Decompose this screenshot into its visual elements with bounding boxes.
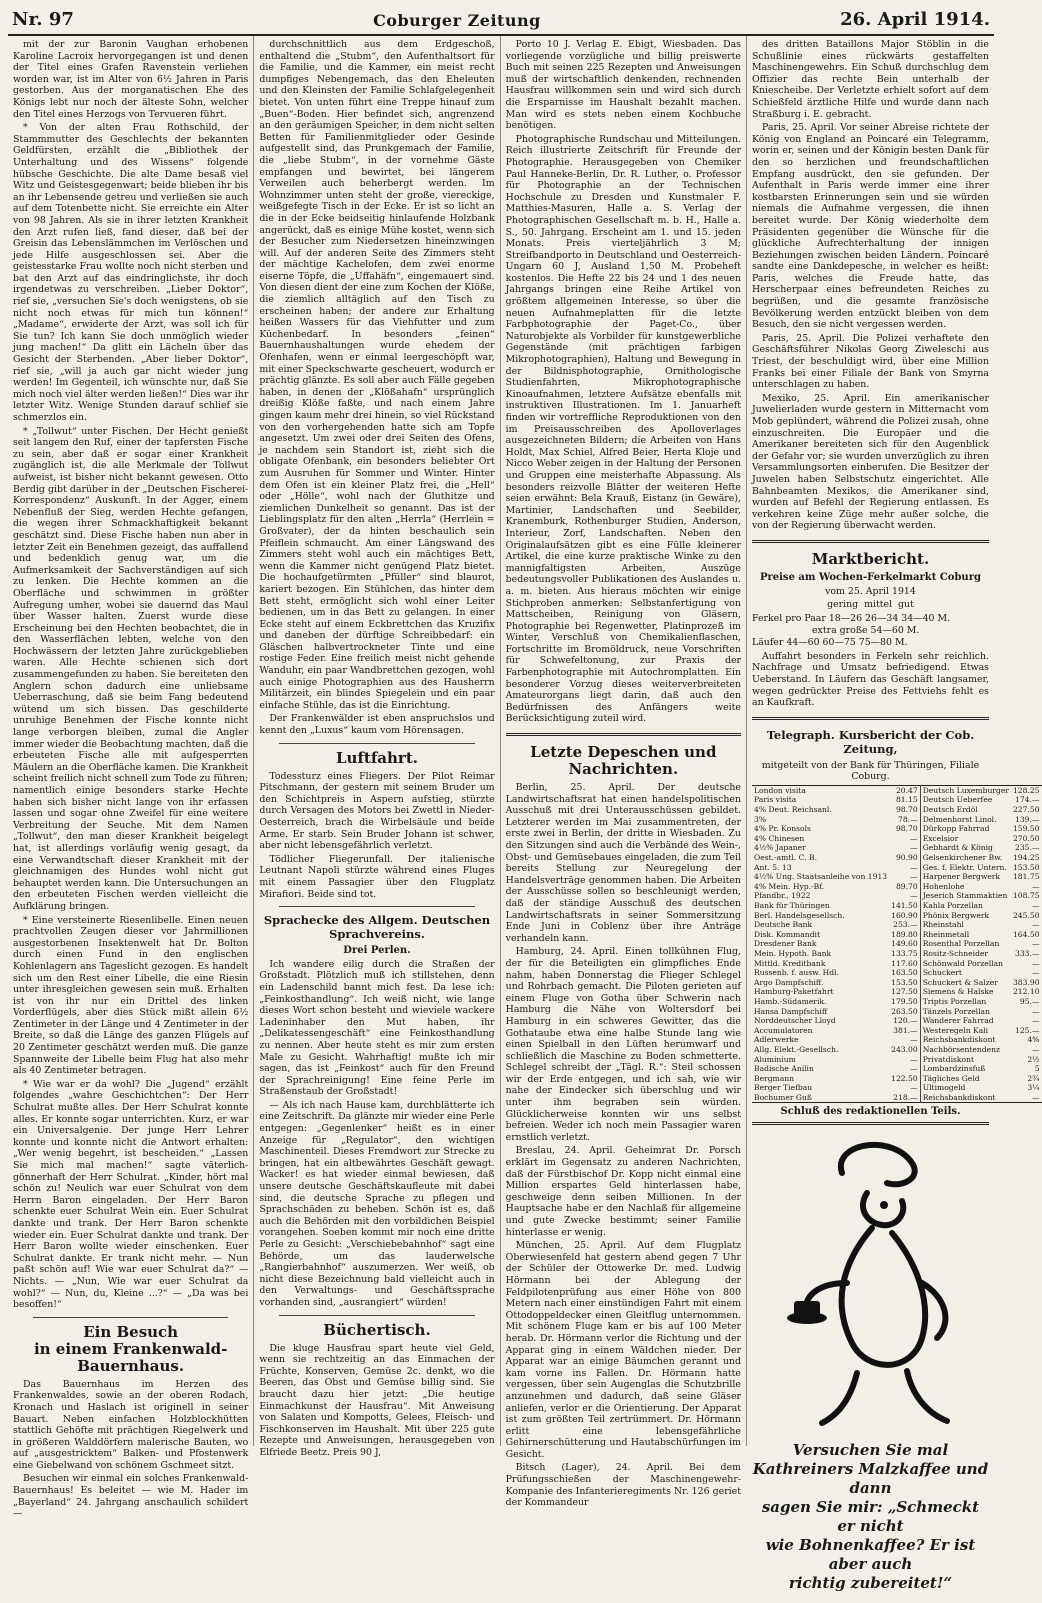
divider [279, 906, 474, 907]
stock-value: 218.— [889, 1093, 920, 1103]
stock-row [752, 939, 1042, 949]
stock-row [752, 805, 1042, 815]
stock-row [752, 1055, 1042, 1065]
stock-value: 98.70 [889, 824, 920, 834]
article-paragraph: Besuchen wir einmal ein solches Frankenwald-Bauernhaus! Es beleitet — wie M. Hader im „Bayerland“ 24. Jahrgang anschaulich schildert — [13, 1473, 249, 1520]
columns [8, 36, 1040, 1593]
section-heading-buechertisch: Büchertisch. [323, 1320, 431, 1339]
stock-value: 89.70 [889, 882, 920, 892]
stock-value: 98.70 [889, 805, 920, 815]
stock-value: 179.50 [889, 997, 920, 1007]
stock-row [752, 1026, 1042, 1036]
stock-row [752, 843, 1042, 853]
market-note: Auffahrt besonders in Ferkeln sehr reichlich. Nachfrage und Umsatz befriedigend. Etwas Ueberstand. In Läufern das Geschäft langsamer, wegen gedrückter Preise des Fettviehs fehlt es an Kaufkraft. [751, 650, 989, 709]
stock-name: Hamburg-Paketfahrt [753, 987, 834, 997]
stock-name: Hansa Dampfschiff [753, 1006, 828, 1016]
issue-date: 26. April 1914. [840, 9, 990, 30]
stock-row [752, 1074, 1042, 1084]
stock-name: Berl. Handelsgesellsch. [753, 910, 845, 920]
section-heading-depeschen: Letzte Depeschen und Nachrichten. [530, 743, 717, 779]
section-heading-sprachecke: Sprachecke des Allgem. Deutschen Sprachvereins. [263, 913, 491, 942]
stock-name: Dürkopp Fahrrad [922, 824, 990, 834]
stock-row [752, 911, 1042, 921]
stock-value: 108.75 [1012, 891, 1040, 901]
stock-name: 3% [753, 814, 767, 824]
stock-name: Deutsche Bank [753, 920, 813, 930]
market-title-text: Preise am Wochen-Ferkelmarkt Coburg [759, 571, 981, 583]
stock-row [752, 834, 1042, 844]
stock-value: — [889, 843, 920, 853]
stock-name: Deutsch Erdöl [922, 805, 978, 815]
end-of-editorial-text: Schluß des redaktionellen Teils. [780, 1106, 961, 1118]
stock-value: 245.50 [1012, 910, 1040, 920]
stock-name: Hohenlohe [922, 881, 965, 891]
stock-name: Bank für Thüringen [753, 901, 830, 910]
stock-row [752, 987, 1042, 997]
stock-value: — [889, 1035, 920, 1045]
stock-value: — [1031, 920, 1040, 930]
divider [279, 1315, 474, 1316]
stock-value: 163.50 [889, 968, 920, 978]
stock-name: Russenb. f. ausw. Hdl. [753, 968, 839, 978]
stock-name: Nachbörsentendenz [922, 1044, 1001, 1054]
stock-name: 4% Mein. Hyp.-Bf. [753, 881, 825, 891]
article-paragraph: Bitsch (Lager), 24. April. Bei dem Prüfungsschießen der Maschinengewehr-Kompanie des Infanterieregiments Nr. 126 geriet der Kommandeur [505, 1462, 741, 1509]
ad-line: Kathreiners Malzkaffee und dann [752, 1460, 989, 1498]
stock-value: 5 [1034, 1064, 1040, 1074]
stock-name: Argo Dampfschiff. [753, 977, 824, 987]
stock-name: Rosenthal Porzellan [922, 939, 1000, 949]
stock-name: Westeregeln Kali [922, 1025, 989, 1035]
stock-name: Oest.-amtl. C. B. [753, 853, 818, 863]
stock-name: Gebhardt & König [922, 843, 993, 853]
stock-value: 90.90 [889, 853, 920, 863]
stock-name: Schuckert [922, 968, 962, 978]
article-paragraph: Todessturz eines Fliegers. Der Pilot Reimar Pitschmann, der gestern mit seinem Bruder um den Schichtpreis in Aspern aufstieg, stürzte durch Versagen des Motors bei Zwettl in Nieder-Oesterreich, brach die Wirbelsäule und beide Arme. Er starb. Sein Bruder Johann ist schwer, aber nicht lebensgefährlich verletzt. [259, 770, 495, 852]
stock-name: Disk. Kommandit [753, 929, 821, 939]
stock-name: Ant. 5. 13 [753, 862, 792, 872]
stock-row [752, 920, 1042, 930]
stock-row [752, 872, 1042, 882]
stock-row [752, 968, 1042, 978]
stock-row [752, 785, 1042, 795]
kathreiner-advertisement [752, 1133, 989, 1603]
market-date: vom 25. April 1914 [825, 585, 916, 597]
divider [752, 540, 989, 543]
stock-value: 153.50 [889, 978, 920, 988]
stock-name: Allg. Elekt.-Gesellsch. [753, 1044, 839, 1054]
subheading-text: Drei Perlen. [343, 945, 411, 957]
stock-row [752, 1035, 1042, 1045]
stock-value: — [889, 891, 920, 901]
stock-name: Deutsch Luxemburger [922, 785, 1009, 795]
stock-name: Hamb.-Südamerik. [753, 996, 827, 1006]
stock-value: 2¾ [1027, 1073, 1040, 1083]
article-paragraph: Die kluge Hausfrau spart heute viel Geld, wenn sie rechtzeitig an das Einmachen der Früchte, Konserven, Gemüse 2c. denkt, wo die Beeren, das Obst und Gemüse billig sind. Sie braucht dazu hier jetzt: „Die heutige Einmachkunst der Hausfrau“. Mit Anweisung von Salaten und Kompotts, Gelees, Fleisch- und Fischkonserven im Haushalt. Mit über 225 gute Rezepte und Anweisungen, herausgegeben von Elfriede Beetz. Preis 90 J, [259, 1342, 495, 1458]
stock-row [752, 1093, 1042, 1103]
stock-value: 174.— [1015, 795, 1040, 805]
stock-value: 2½ [1027, 1054, 1040, 1064]
section-heading-kursbericht: Telegraph. Kursbericht der Cob. Zeitung, [766, 727, 975, 756]
stock-value: 164.50 [1012, 929, 1040, 939]
stock-name: Dresdener Bank [753, 939, 817, 949]
stock-value: — [889, 834, 920, 844]
section-heading-marktbericht: Marktbericht. [811, 549, 930, 568]
stock-row [752, 997, 1042, 1007]
stock-name: Pfandbr., 1922 [753, 891, 811, 901]
stock-name: Kahla Porzellan [922, 901, 983, 910]
article-paragraph: Berlin, 25. April. Der deutsche Landwirtschaftsrat hat einen handelspolitischen Ausschuß mit drei Unterausschüssen gebildet. Letzterer werden im Mai zusammentreten, der erste zwei in Berlin, der dritte in Wiesbaden. Zu den Sitzungen sind auch die Verbände des Wein-, Obst- und Gemüsebaues eingeladen, die zum Teil bereits Stellung zur Neuregelung der Handelsverträge genommen haben. Die Arbeiten der Ausschüsse sollen so beschleunigt werden, daß der ständige Ausschuß des deutschen Landwirtschaftsrats in seiner Sommersitzung Ende Juni in Coblenz über ihre Anträge verhandeln kann. [505, 782, 741, 944]
article-paragraph: durchschnittlich aus dem Erdgeschoß, enthaltend die „Stubm“, den Aufenthaltsort für die Familie, und die Kammer, ein meist recht dumpfiges Nebengemach, das den Eheleuten und den Kleinsten der Familie Schlafgelegenheit bietet. Von unten führt eine Treppe hinauf zum „Buen“-Boden. Hier befindet sich, angrenzend an den geräumigen Speicher, in dem nicht selten Betten für Familienmitglieder oder Gesinde aufgestellt sind, das Prunkgemach der Familie, die „liebe Stubm“, in der vornehme Gäste empfangen und bewirtet, bei längerem Verweilen auch beherbergt werden. Im Wohnzimmer unten steht der große, viereckige, weißgefegte Tisch in der Ecke. Er ist so licht an die in der Ecke beidseitig hinlaufende Holzbank angerückt, daß es einige Mühe kostet, wenn sich der Besucher zum Niedersetzen hineinzwingen will. Auf der anderen Seite des Zimmers steht der mächtige Kachelofen, dem zwei enorme eiserne Töpfe, die „Uffahäfn“, eingemauert sind. Von diesen dient der eine zum Kochen der Klöße, die ziemlich alltäglich auf den Tisch zu erscheinen haben; der andere zur Erhaltung heißen Wassers für das Viehfutter und zum Küchenbedarf. In besonders „feinen“ Bauernhaushaltungen wurde ehedem der Ofenhafen, wenn er einmal leergeschöpft war, mit einer Speckschwarte gescheuert, wodurch er prächtig glänzte. Es soll aber auch Fälle gegeben haben, in denen der „Klößahafn“ ursprünglich dreißig Klöße faßte, und nach einem Jahre gingen kaum mehr drei hinein, so viel Rückstand von den vorhergehenden hatte sich am Topfe angesetzt. Um zwei oder drei Seiten des Ofens, je nachdem sein Standort ist, zieht sich die obligate Ofenbank, ein besonders beliebter Ort zum Ausruhen für Sommer und Winter. Hinter dem Ofen ist ein kleiner Platz frei, die „Hell“ oder „Hölle“, wohl nach der Gluthitze und ziemlichen Dunkelheit so genannt. Das ist der Lieblingsplatz für den alten „Herrla“ (Herrlein = Großvater), der da hinten beschaulich sein Pfeiflein schmaucht. Am einer Längswand des Zimmers steht wohl auch ein mächtiges Bett, wenn die Kammer nicht genügend Platz bietet. Die hochaufgetürmten „Pfüller“ sind blaurot, kariert bezogen. Ein Stühlchen, das hinter dem Bett steht, ermöglicht sich wohl einer Leiter bedienen, um in das Bett zu gelangen. In einer Ecke steht auf einem Eckbrettchen das Kruzifix und daneben der dürftige Schreibbedarf: ein Gläschen halbvertrockneter Tinte und eine rostige Feder. Eine freilich meist nicht gehende Wanduhr, ein paar Wandbrettchen gezogen, wohl auch einige Photographien aus des Hausherrn Militärzeit, ein blindes Spiegelein und ein paar einfache Stühle, das ist die Einrichtung. [259, 39, 495, 711]
stock-name: Triptis Porzellan [922, 996, 987, 1006]
stock-row [752, 959, 1042, 969]
stock-name: Lombardzinsfuß [922, 1064, 986, 1074]
divider [752, 1122, 989, 1125]
divider [279, 743, 474, 744]
section-heading-luftfahrt: Luftfahrt. [336, 748, 418, 767]
stock-value: 270.50 [1012, 833, 1040, 843]
stock-value: 253.— [889, 920, 920, 930]
market-row: Läufer 44—60 60—75 75—80 M. [751, 636, 908, 648]
stock-value: 3¼ [1027, 1083, 1040, 1093]
article-paragraph: des dritten Bataillons Major Stöblin in die Schußlinie eines rückwärts gestaffelten Maschinengewehrs. Ein Schuß durchschlug dem Offizier das rechte Bein unterhalb der Kniescheibe. Der Verletzte erhielt sofort auf dem Schießfeld ärztliche Hilfe und wurde dann nach Straßburg i. E. gebracht. [751, 39, 989, 120]
stock-row [752, 795, 1042, 805]
stock-value: — [1031, 1016, 1040, 1026]
stock-name: Badische Anilin [753, 1064, 814, 1074]
heading-line: Ein Besuch [83, 1322, 179, 1341]
stock-name: Ges. f. Elektr. Untern. [922, 862, 1007, 872]
stock-name: Accumulatoren [753, 1025, 813, 1035]
stock-value: — [889, 863, 920, 873]
stock-name: Rheinmetall [922, 929, 970, 939]
stock-row [752, 978, 1042, 988]
article-paragraph: Porto 10 J. Verlag E. Ebigt, Wiesbaden. Das vorliegende vorzügliche und billig preiswerte Buch mit seinen 225 Rezepten und Anweisungen muß der wirtschaftlich denkenden, rechnenden Hausfrau willkommen sein und wird sich durch die Ersparnisse im Haushalt bezahlt machen. Man wird es stets neben einem Kochbuche benötigen. [505, 39, 741, 132]
stock-name: Phönix Bergwerk [922, 910, 990, 920]
stock-name: Berger Tiefbau [753, 1083, 813, 1093]
stock-value: 153.50 [1012, 862, 1040, 872]
stock-value: 4% [1027, 1035, 1040, 1045]
article-paragraph: Paris, 25. April. Die Polizei verhaftete den Geschäftsführer Nikolas Georg Ziweleschi aus Triest, der beschuldigt wird, über eine Million Franks bei einer Filiale der Bank von Smyrna unterschlagen zu haben. [751, 332, 989, 391]
stock-name: Tänzels Porzellan [922, 1006, 990, 1016]
advertisement-text [752, 1441, 989, 1593]
stock-value: 128.25 [1012, 785, 1040, 795]
stock-name: Excelsior [922, 833, 959, 843]
column-2 [254, 36, 500, 1458]
article-paragraph: Der Frankenwälder ist eben anspruchslos und kennt den „Luxus“ kaum vom Hörensagen. [259, 713, 495, 737]
stock-value: — [1031, 1044, 1040, 1054]
stock-name: Gelsenkirchener Bw. [922, 853, 1003, 863]
stock-row [752, 1045, 1042, 1055]
stock-row [752, 863, 1042, 873]
stock-name: Privatdiskont [922, 1054, 975, 1064]
stock-row [752, 853, 1042, 863]
stock-value: — [889, 872, 920, 882]
kurs-subtitle: mitgeteilt von der Bank für Thüringen, Filiale Coburg. [761, 759, 980, 783]
market-columns: gering mittel gut [827, 599, 914, 611]
stock-name: Bochumer Guß [753, 1092, 812, 1102]
ad-line: wie Bohnenkaffee? Er ist aber auch [765, 1536, 976, 1574]
article-paragraph: Das Bauernhaus im Herzen des Frankenwaldes, sowie an der oberen Rodach, Kronach und Haslach ist originell in seiner Bauart. Neben einfachen Holzblockhütten stattlich Gehöfte mit prächtigen Riegelwerk und in größeren Walddörfern malerische Bauten, wo auf „ausgestricktem“ Balken- und Pfostenwerk eine Giebelwand von schönem Gschmeet sitzt. [13, 1378, 249, 1471]
stock-name: Delmenhorst Linol. [922, 814, 997, 824]
stock-value: 117.60 [889, 959, 920, 969]
stock-value: 160.90 [889, 911, 920, 921]
stock-table [752, 785, 1042, 1104]
stock-name: Schuckert & Salzer [922, 977, 998, 987]
stock-name: Aluminium [753, 1054, 796, 1064]
stock-name: Adlerwerke [753, 1035, 799, 1045]
stock-name: 4½% Ung. Staatsanleihe von 1913 [753, 872, 888, 882]
market-title [752, 572, 989, 584]
stock-name: 4½% Japaner [753, 843, 806, 853]
divider [33, 1317, 228, 1318]
end-of-editorial [752, 1106, 989, 1118]
stock-value: 139.— [1015, 814, 1040, 824]
stock-value: — [889, 1083, 920, 1093]
subheading [259, 945, 494, 957]
market-row: extra große 54—60 M. [811, 624, 920, 636]
article-paragraph: Photographische Rundschau und Mitteilungen. Reich illustrierte Zeitschrift für Freunde der Photographie. Herausgegeben von Chemiker Paul Hanneke-Berlin, Dr. R. Luther, o. Professor für Photographie an der Technischen Hochschule zu Dresden und Kunstmaler F. Matthies-Masuren, Halle a. S. Verlag der Photographischen Gesellschaft m. b. H., Halle a. S., 50. Jahrgang. Erscheint am 1. und 15. jeden Monats. Preis vierteljährlich 3 M; Streifbandporto in Deutschland und Oesterreich-Ungarn 60 J, Ausland 1,50 M. Probeheft kostenlos. Die Hefte 22 bis 24 und 1 des neuen Jahrgangs bringen eine Reihe Artikel von größtem allgemeinen Interesse, so über die neuen Aufnahmeplatten für die letzte Farbphotographie der Paget-Co., über Naturobjekte als Vorbilder für kunstgewerbliche Gegenstände (mit prächtigen farbigen Mikrophotographien), Haltung und Bewegung in der Bildnisphotographie, Ornithologische Studienfahrten, Mikrophotographische Kinoaufnahmen, letztere Aufsätze ebenfalls mit instruktiven Illustrationen. Im 1. Januarheft finden wir vortreffliche Reproduktionen von den im Preisausschreiben des Apolloverlages ausgezeichneten Bildern; die Arbeiten von Hans Holdt, Max Schiel, Alfred Beier, Herta Kloje und Nicco Weber zeigen in der Haltung der Personen und Gruppen eine meisterhafte Abpassung. Als besonders reizvolle Blätter der weiteren Hefte seien erwähnt: Bela Krauß, Eistanz (in Gewäre), Martinier, Landschaften und Seebilder, Kranemburk, Rothenburger Studien, Anderson, Interieur, Zorf, Landschaften. Neben den Originalaufsätzen gibt es eine Fülle kleinerer Artikel, die eine kurze praktische Winke zu den mannigfaltigsten Arbeiten, Auszüge bedeutungsvoller Publikationen des Auslandes u. a. m. bieten. Aus hieraus möchten wir einige Stichproben anmerken: Selbstanfertigung von Mattscheiben, Reinigung von Gläsern, Photographie bei Regenwetter, Platinprozeß im Winter, Verschluß von Chemikalienflaschen, Fortschritte im Bromöldruck, neue Vorschriften für Schwefeltonung, zur Praxis der Farbenphotographie mit Autochromplatten. Ein besonderer Vorzug dieses weiterverbreiteten Amateurorgans liegt darin, daß auch den Bedürfnissen des Anfängers weite Berücksichtigung zuteil wird. [505, 133, 741, 725]
column-1 [8, 36, 254, 1520]
stock-value: — [889, 1055, 920, 1065]
stock-row [752, 891, 1042, 901]
article-paragraph: * Eine versteinerte Riesenlibelle. Einen neuen prachtvollen Zeugen dieser vor Jahrmillionen ausgestorbenen Insektenwelt hat Dr. Bolton durch einen Fund in den englischen Kohlenlagern ans Tageslicht gezogen. Es handelt sich um den Rest einer Libelle, die eine Riesin unter ihresgleichen gewesen sein muß. Erhalten ist von ihr nur ein Drittel des linken Vorderflügels, aber dies Stück mißt allein 6½ Zentimeter in der Länge und 4 Zentimeter in der Breite, so daß die Länge des ganzen Flügels auf 20 Zentimeter geschätzt werden muß. Die ganze Spannweite der Libelle beim Flug hat also mehr als 40 Zentimeter betragen. [13, 914, 249, 1077]
stock-row [752, 815, 1042, 825]
stock-name: Rositz-Schneider [922, 948, 989, 958]
stock-value: — [1031, 1006, 1040, 1016]
article-paragraph: Tödlicher Fliegerunfall. Der italienische Leutnant Napoli stürzte während eines Fluges mit einem Passagier über den Flugplatz Mirafiori. Beide sind tot. [259, 853, 495, 900]
stock-name: 4% Chinesen [753, 833, 805, 843]
article-paragraph: mit der zur Baronin Vaughan erhobenen Karoline Lacroix hervorgegangen ist und denen der Titel eines Grafen Ravenstein verliehen worden war, ist im Alter von 6½ Jahren in Paris gestorben. Aus der morganatischen Ehe des Königs lebt nur noch der älteste Sohn, welcher den Titel eines Herzogs von Tervueren führt. [13, 39, 249, 120]
ad-line: sagen Sie mir: „Schmeckt er nicht [761, 1498, 980, 1536]
stock-value: — [1031, 958, 1040, 968]
column-4 [747, 36, 1040, 1593]
stock-value: 381.— [889, 1026, 920, 1036]
stock-name: 4% Pr. Konsols [753, 824, 811, 834]
stock-name: Ultimogeld [922, 1083, 966, 1093]
masthead [8, 6, 994, 36]
ad-line: richtig zubereitet!“ [788, 1574, 953, 1593]
stock-value: 235.— [1015, 843, 1040, 853]
stock-name: Paris visita [753, 795, 797, 805]
stock-value: 227.50 [1012, 805, 1040, 815]
stock-value: 20.47 [889, 785, 920, 795]
stock-name: Rheinstahl [922, 920, 964, 930]
article-paragraph: Paris, 25. April. Vor seiner Abreise richtete der König von England an Poincaré ein Telegramm, worin er, seinen und der Königin besten Dank für den so herzlichen und freundschaftlichen Empfang ausdrückt, den sie gefunden. Der Aufenthalt in Paris werde immer eine ihrer kostbarsten Erinnerungen sein und sie würden niemals die Aufnahme vergessen, die ihnen bereitet wurde. Der König wiederholte dem Präsidenten gegenüber die Wünsche für die glückliche Aufrechterhaltung der innigen Beziehungen zwischen beiden Ländern. Poincaré sandte eine Dankdepesche, in welcher es heißt: Paris, welches die Freude hatte, das Herscherpaar eines befreundeten Reiches zu begrüßen, und die gesamte französische Bevölkerung werden entzückt bleiben von dem Besuch, den sie nicht vergessen werden. [751, 122, 989, 331]
stock-value: 127.50 [889, 987, 920, 997]
stock-value: 149.60 [889, 939, 920, 949]
divider [752, 717, 989, 720]
stock-name: Siemens & Halske [922, 987, 994, 997]
article-paragraph: Ich wandere eilig durch die Straßen der Großstadt. Plötzlich muß ich stillstehen, denn ein Ladenschild bannt mich fest. Da lese ich: „Feinkosthandlung“. Ich weiß nicht, wie lange dieses Wort schon besteht und wieviele wackere Ladeninhaber den Mut haben, ihr „Delikatessengeschäft“ eine Feinkosthandlung zu nennen. Aber heute steht es mir zum ersten Male zu Gesicht. Wahrhaftig! mußte ich mir sagen, das ist „Feinkost“ auch für den Freund der Sprachreinigung! Eine feine Perle im Straßenstaub der Großstadt! [259, 958, 495, 1098]
stock-value: 383.90 [1012, 977, 1040, 987]
stock-value: 159.50 [1012, 824, 1040, 834]
stock-value: 333.— [1015, 948, 1040, 958]
article-paragraph: Mexiko, 25. April. Ein amerikanischer Juwelierladen wurde gestern in Mitternacht vom Mob geplündert, während die Polizei zusah, ohne einzuschreiten. Die Europäer und die Amerikaner bereiteten sich für den Augenblick der Gefahr vor; sie wurden unverzüglich zu ihren Versammlungsorten einberufen. Die Besitzer der Juwelen haben Selbstschutz eingerichtet. Alle Bahnbeamten Mexikos, die Amerikaner sind, wurden auf Befehl der Regierung entlassen. Es verkehren keine Züge mehr außer solche, die von der Regierung überwacht werden. [751, 392, 989, 532]
stock-value: 141.50 [889, 901, 920, 911]
stock-row [752, 949, 1042, 959]
stock-value: 181.75 [1012, 872, 1040, 882]
article-paragraph: Hamburg, 24. April. Einen tollkühnen Flug, der für die Beteiligten ein glimpfliches Ende nahm, haben Donnerstag die Flieger Schlegel und Rohrbach gemacht. Die Piloten gerieten auf einem Fluge von Gotha über Schwerin nach Hamburg die Nähe von Woltersdorf bei Hamburg in ein schweres Gewitter, das die Gothataube etwa eine halbe Stunde lang wie einen Spielball in den Lüften herumwarf und schließlich die Maschine zu Boden schmetterte. Schlegel schreibt der „Tägl. R.“: Steil schossen wir der Erde entgegen, und ich sah, wie wir nahe der Eindecker sich überschlug und wir unter ihm begraben sein würden. Glücklicherweise konnten wir uns selbst befreien. Weder ich noch mein Passagier waren ernstlich verletzt. [505, 946, 741, 1143]
stock-value: 81.15 [889, 795, 920, 805]
issue-number: Nr. 97 [12, 9, 74, 30]
stock-value: 194.25 [1012, 853, 1040, 863]
market-row: Ferkel pro Paar 18—26 26—34 34—40 M. [751, 612, 951, 624]
article-paragraph: * Von der alten Frau Rothschild, der Stammmutter des Geschlechts der bekannten Geldfürsten, erzählt die „Bibliothek der Unterhaltung und des Wissens“ folgende hübsche Geschichte. Die alte Dame besaß viel Witz und Geistesgegenwart; beide blieben ihr bis an ihr Lebensende getreu und verließen sie auch auf dem Totenbette nicht. Sie erreichte ein Alter von 98 Jahren. Als sie in ihrer letzten Krankheit den Arzt rufen ließ, fand dieser, daß bei der Greisin das Lebenslämmchen im Verlöschen und jede Hilfe ausgeschlossen sei. Aber die geistesstarke Frau wollte noch nicht sterben und bat den Arzt auf das eindringlichste, ihr doch irgendetwas zu verschreiben. „Lieber Doktor“, rief sie, „versuchen Sie's doch wenigstens, ob sie nicht noch etwas für mich tun können!“ „Madame“, erwiderte der Arzt, was soll ich für Sie tun? Ich kann Sie doch unmöglich wieder jung machen!“ Da glitt ein Lächeln über das Gesicht der Sterbenden. „Aber lieber Doktor“, rief sie, „will ja auch gar nicht wieder jung werden! Im Gegenteil, ich wünschte nur, daß Sie mich noch viel älter werden ließen!“ Dies war ihr letzter Witz. Wenige Stunden darauf schlief sie schmerzlos ein. [13, 122, 249, 423]
stock-value: 243.00 [889, 1045, 920, 1055]
stock-name: 4% Deut. Reichsanl. [753, 805, 832, 815]
article-paragraph: * „Tollwut“ unter Fischen. Der Hecht genießt seit langem den Ruf, einer der tapfersten Fische zu sein, aber daß er sogar einer Krankheit zugänglich ist, die alle Merkmale der Tollwut aufweist, ist bisher nicht bekannt gewesen. Otto Berdig gibt darüber in der „Deutschen Fischerei-Korrespondenz“ Auskunft. In der Agger, einem Nebenfluß der Sieg, werden Hechte gefangen, die wegen ihrer Schmackhaftigkeit bekannt geschätzt sind. Diese Fische haben nun aber in letzter Zeit ein Benehmen gezeigt, das auffallend und bedenklich genug war, um die Aufmerksamkeit der Sachverständigen auf sich zu lenken. Die Hechte kommen an die Oberfläche und schwimmen in größter Aufregung umher, wobei sie dauernd das Maul über Wasser halten. Zuerst wurde diese Erscheinung bei den Hechten beobachtet, die in den Wasserflächen lebten, welche von den Hochwässern der letzten Jahre zurückgeblieben waren. Alle Hechte schienen sich dort zusammengefunden zu haben. Sie bereiteten den Anglern schon dadurch eine unliebsame Ueberraschung, daß sie beim Fang bedeutend wütend um sich bissen. Das geschilderte unruhige Benehmen der Fische konnte nicht lange verborgen bleiben, zumal die Angler immer wieder die Beobachtung machten, daß die erbeuteten Fische alle mit aufgesperrten Mäulern an die Oberfläche kamen. Die Krankheit scheint freilich nicht schnell zum Tode zu führen; namentlich einige besonders starke Hechte haben sich bisher nicht lange von ihr erfassen lassen und sogar ohne Zweifel für eine weitere Verbreitung der Seuche. Mit dem Namen „Tollwut“, den man dieser Krankheit beigelegt hat, ist allerdings vorläufig wenig gesagt, da eine Verwandtschaft dieser Krankheit mit der gleichnamigen des Hundes wohl nicht gut behauptet werden kann. Die Untersuchungen an den erbeuteten Fischen werden vielleicht die Aufklärung bringen. [13, 425, 249, 912]
divider [506, 733, 741, 736]
stock-value: — [889, 1064, 920, 1074]
stock-value: 78.— [889, 815, 920, 825]
stock-value: 125.— [1015, 1025, 1040, 1035]
article-paragraph: * Wie war er da wohl? Die „Jugend“ erzählt folgendes „wahre Geschichtchen“: Der Herr Schulrat mußte alles. Der Herr Schulrat konnte alles. Er konnte sogar unterrichten. Kurz, er war ein Universalgenie. Der junge Herr Lehrer konnte und konnte nicht die Antwort erhalten: „Wer wenig begehrt, ist bescheiden.“ „Lassen Sie mich mal machen!“ sagte väterlich-gönnerhaft der Herr Schulrat. „Kinder, hört mal schön zu! Neulich war euer Schulrat von dem Herrn Baron eingeladen. Der Herr Baron schenkte euer Schulrat Wein ein. Euer Schulrat dankte und trank. Der Herr Baron schenkte wieder ein. Euer Schulrat dankte und trank. Der Herr Baron wollte wieder einschenken. Euer Schulrat dankte. Er trank nicht mehr. — Nun paßt schön auf! Wie war euer Schulrat da?“ — Nichts. — „Nun, Wie war euer Schulrat da wohl?“ — Nun, du, Kleine ...?“ — „Da was bei besoffen!“ [13, 1078, 249, 1311]
stock-row [752, 882, 1042, 892]
stock-value: 122.50 [889, 1074, 920, 1084]
article-paragraph: — Als ich nach Hause kam, durchblätterte ich eine Zeitschrift. Da glänzte mir wieder eine Perle entgegen: „Gegenlenker“ heißt es in einer Anzeige für „Regulator“, den wichtigen Maschinenteil. Dieses Fremdwort zur Strecke zu bringen, hat ein altbewährtes Geschäft gewagt. Wacker! es hat wieder einmal bewiesen, daß unsere deutsche Geschäftskaufleute mit dabei sind, die deutsche Sprache zu pflegen und Sprachschäden zu beheben. Schön ist es, daß auch die Behörden mit den vorbildichen Beispiel vorangehen. Soeben kommt mir noch eine dritte Perle zu Gesicht: „Verschiebebahnhof“ sagt eine Behörde, um das lauderwelsche „Rangierbahnhof“ auszumerzen. Wer weiß, ob nicht diese Bezeichnung bald vielleicht auch in den Verwaltungs- und Geschäftssprache vorhanden sind, „ausrangiert“ würden! [259, 1099, 495, 1308]
stock-name: Mittld. Kreditbank [753, 958, 826, 968]
stock-value: 120.— [889, 1016, 920, 1026]
stock-value: 263.50 [889, 1007, 920, 1017]
stock-name: Mein. Hypoth. Bank [753, 948, 832, 958]
stock-row [752, 930, 1042, 940]
stock-name: Deutsch Ueberfee [922, 795, 993, 805]
stock-value: — [1031, 881, 1040, 891]
stock-name: Schönwald Porzellan [922, 958, 1004, 968]
stock-name: Bergmann [753, 1073, 795, 1083]
section-heading [13, 1324, 248, 1375]
stock-name: Wanderer Fahrrad [922, 1016, 994, 1026]
stock-value: 189.80 [889, 930, 920, 940]
stock-row [752, 1083, 1042, 1093]
stock-row [752, 824, 1042, 834]
stock-name: Jeserich Stammaktien [922, 891, 1008, 901]
stock-value: — [1031, 968, 1040, 978]
stock-row [752, 1007, 1042, 1017]
stock-row [752, 1064, 1042, 1074]
stock-value: 133.75 [889, 949, 920, 959]
stock-name: Norddeutscher Lloyd [753, 1016, 836, 1026]
stock-name: Tägliches Geld [922, 1073, 980, 1083]
ad-line: Versuchen Sie mal [792, 1441, 949, 1460]
stock-name: Harpener Bergwerk [922, 872, 1001, 882]
column-3 [501, 36, 747, 1509]
article-paragraph: Breslau, 24. April. Geheimrat Dr. Porsch erklärt im Gegensatz zu anderen Nachrichten, daß der Fürstbischof Dr. Kopp nicht einmal eine Million erspartes Geld hinterlassen habe, geschweige denn seiben Millionen. In der Hauptsache habe er den Nachlaß für allgemeine und gute Zwecke bestimmt; seiner Familie hinterlasse er wenig. [505, 1145, 741, 1238]
market-report [752, 572, 989, 709]
stock-value: 212.10 [1012, 987, 1040, 997]
stock-value: — [1031, 901, 1040, 910]
stock-value: 95.— [1019, 996, 1040, 1006]
newspaper-title: Coburger Zeitung [373, 11, 541, 30]
stock-name: London visita [753, 785, 806, 795]
stock-row [752, 901, 1042, 911]
stock-value: — [1031, 939, 1040, 949]
article-paragraph: München, 25. April. Auf dem Flugplatz Oberwiesenfeld hat gestern abend gegen 7 Uhr der Schüler der Ottowerke Dr. med. Ludwig Hörmann bei der Ablegung der Feldpilotenprüfung aus einer Höhe von 800 Metern nach einer einstündigen Fahrt mit einem Ottodoppeldecker einen Gleitflug unternommen. Mit schönem Fluge kam er bis auf 100 Meter herab. Dr. Hörmann verlor die Richtung und der Apparat ging in einem Wäldchen nieder. Der Apparat war an einige Bäumchen gerannt und kam vorne ins Fallen. Dr. Hörmann hatte vergessen, über sein Augenglas die Schutzbrille anzunehmen und dadurch, daß seine Gläser anliefen, verlor er die Orientierung. Der Apparat ist zum größten Teil zertrümmert. Dr. Hörmann erlitt eine lebensgefährliche Gehirnerschütterung und Hautabschürfungen im Gesicht. [505, 1240, 741, 1460]
stock-row [752, 1016, 1042, 1026]
stock-value: — [1031, 1092, 1040, 1102]
stock-name: Reichsbankdiskont [922, 1035, 996, 1045]
stock-name: Reichsbankdiskont [922, 1092, 996, 1102]
figure-illustration [772, 1133, 972, 1433]
heading-line: in einem Frankenwald-Bauernhaus. [33, 1339, 228, 1375]
